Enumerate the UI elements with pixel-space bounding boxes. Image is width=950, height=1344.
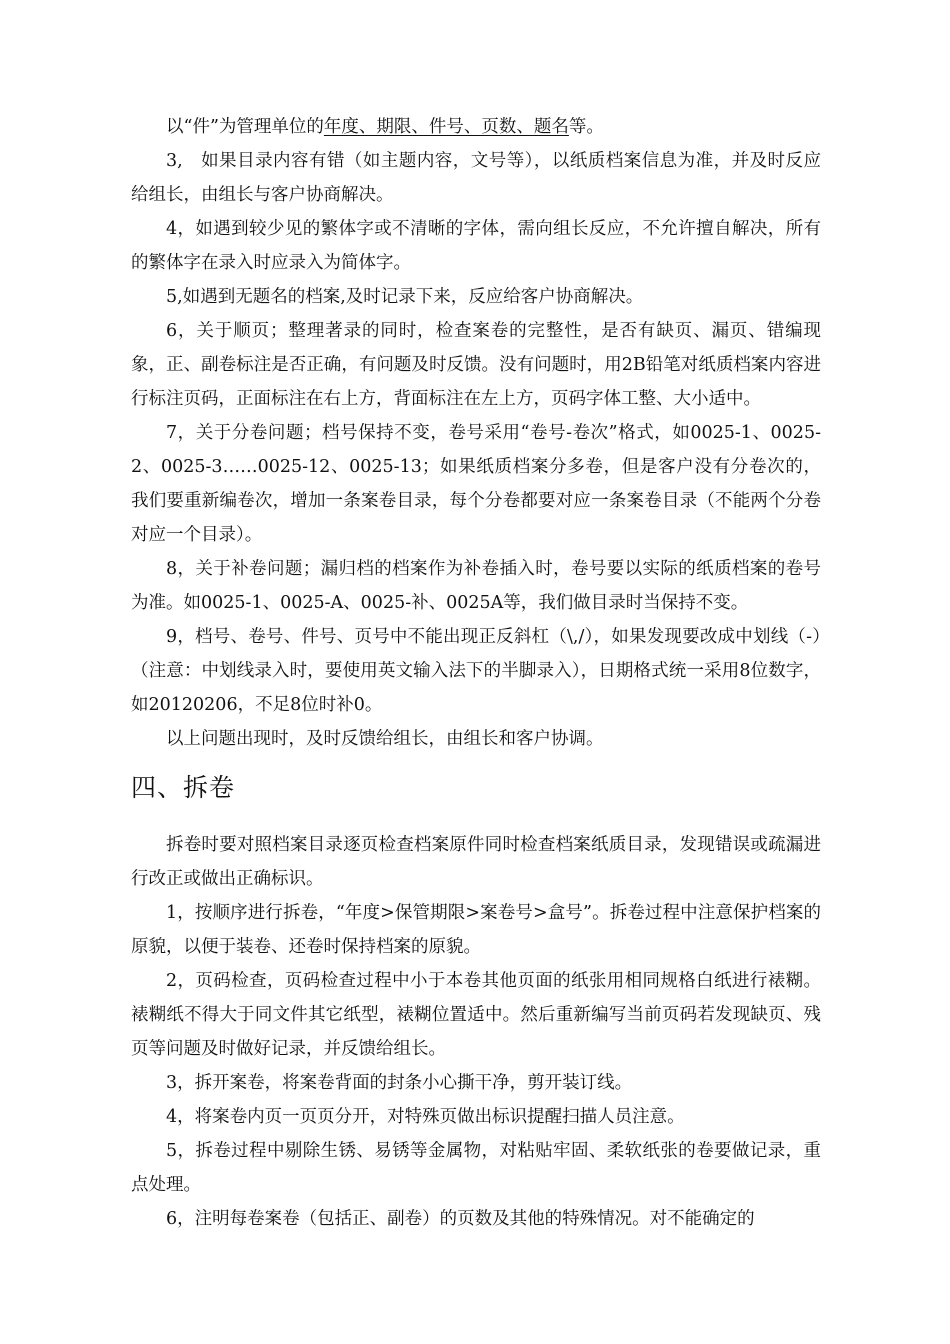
paragraph-summary: 以上问题出现时，及时反馈给组长，由组长和客户协调。 — [166, 729, 604, 749]
paragraph-item-3: 3, 如果目录内容有错（如主题内容，文号等），以纸质档案信息为准，并及时反应给组长，由组长与客户协商解决。 — [131, 151, 821, 205]
paragraph-step-5: 5，拆卷过程中剔除生锈、易锈等金属物，对粘贴牢固、柔软纸张的卷要做记录，重点处理。 — [131, 1141, 821, 1195]
paragraph-item-9: 9，档号、卷号、件号、页号中不能出现正反斜杠（\,/），如果发现要改成中划线（-）（注意：中划线录入时，要使用英文输入法下的半脚录入），日期格式统一采用8位数字，如20120206，不足8位时补0。 — [131, 627, 821, 715]
paragraph-item-8: 8，关于补卷问题；漏归档的档案作为补卷插入时，卷号要以实际的纸质档案的卷号为准。如0025-1、0025-A、0025-补、0025A等，我们做目录时当保持不变。 — [131, 559, 821, 613]
paragraph-step-2: 2，页码检查，页码检查过程中小于本卷其他页面的纸张用相同规格白纸进行裱糊。裱糊纸不得大于同文件其它纸型，裱糊位置适中。然后重新编写当前页码若发现缺页、残页等问题及时做好记录，并反馈给组长。 — [131, 971, 821, 1059]
paragraph-suffix: 等。 — [568, 117, 604, 137]
section-heading: 四、拆卷 — [131, 773, 236, 802]
paragraph-step-4: 4，将案卷内页一页页分开，对特殊页做出标识提醒扫描人员注意。 — [166, 1107, 685, 1127]
paragraph-management-unit — [131, 110, 821, 144]
page-content — [131, 110, 821, 1236]
underlined-fields: 年度、期限、件号、页数、题名 — [323, 117, 569, 137]
paragraph-item-4: 4，如遇到较少见的繁体字或不清晰的字体，需向组长反应，不允许擅自解决，所有的繁体字在录入时应录入为简体字。 — [131, 219, 821, 273]
paragraph-step-3: 3，拆开案卷，将案卷背面的封条小心撕干净，剪开装订线。 — [166, 1073, 633, 1093]
paragraph-item-7: 7，关于分卷问题；档号保持不变，卷号采用“卷号-卷次”格式，如0025-1、0025-2、0025-3……0025-12、0025-13；如果纸质档案分多卷，但是客户没有分卷次的，我们要重新编卷次，增加一条案卷目录，每个分卷都要对应一条案卷目录（不能两个分卷对应一个目录）。 — [131, 423, 821, 545]
paragraph-item-5: 5,如遇到无题名的档案,及时记录下来，反应给客户协商解决。 — [166, 287, 644, 307]
paragraph-intro: 拆卷时要对照档案目录逐页检查档案原件同时检查档案纸质目录，发现错误或疏漏进行改正或做出正确标识。 — [131, 835, 821, 889]
paragraph-prefix: 以“件”为管理单位的 — [166, 117, 324, 137]
paragraph-step-1: 1，按顺序进行拆卷，“年度>保管期限>案卷号>盒号”。拆卷过程中注意保护档案的原貌，以便于装卷、还卷时保持档案的原貌。 — [131, 903, 821, 957]
paragraph-item-6: 6，关于顺页；整理著录的同时，检查案卷的完整性，是否有缺页、漏页、错编现象，正、副卷标注是否正确，有问题及时反馈。没有问题时，用2B铅笔对纸质档案内容进行标注页码，正面标注在右上方，背面标注在左上方，页码字体工整、大小适中。 — [131, 321, 821, 409]
paragraph-step-6: 6，注明每卷案卷（包括正、副卷）的页数及其他的特殊情况。对不能确定的 — [166, 1209, 755, 1229]
